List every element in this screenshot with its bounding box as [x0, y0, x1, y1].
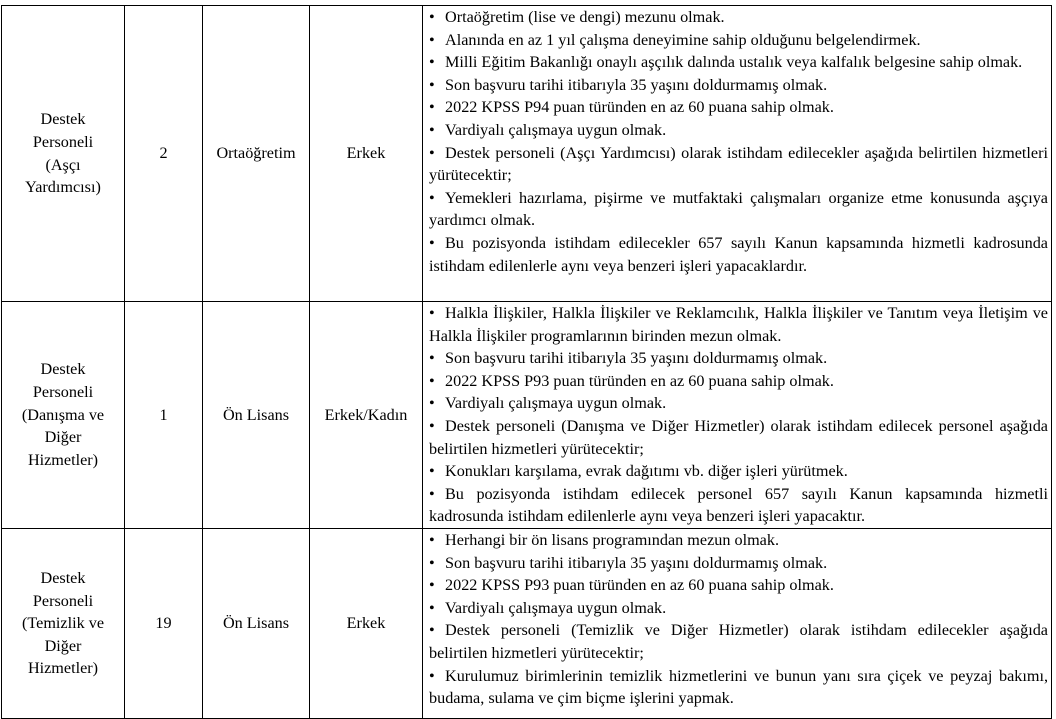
education-cell: Ön Lisans — [203, 302, 310, 529]
requirement-item — [429, 51, 1048, 74]
bullet-icon: • — [429, 371, 435, 390]
requirement-item — [429, 665, 1048, 710]
requirement-item — [429, 415, 1048, 460]
requirement-item — [429, 232, 1048, 277]
requirement-text: Halkla İlişkiler, Halkla İlişkiler ve Reklamcılık, Halkla İlişkiler ve Tanıtım veya İletişim ve Halkla İlişkiler programlarının birinden mezun olmak. — [429, 304, 1048, 345]
table-row — [2, 302, 1052, 529]
bullet-icon: • — [429, 304, 435, 322]
requirement-text: Bu pozisyonda istihdam edilecekler 657 sayılı Kanun kapsamında hizmetli kadrosunda istihdam edilenlerle aynı veya benzeri işleri yapacaklardır. — [429, 233, 1048, 275]
bullet-icon: • — [429, 666, 435, 685]
requirement-text: Konukları karşılama, evrak dağıtımı vb. diğer işleri yürütmek. — [445, 462, 848, 481]
requirement-item — [429, 29, 1048, 52]
position-line: Personeli — [32, 383, 94, 402]
position-line: Hizmetler) — [27, 659, 99, 678]
bullet-icon: • — [429, 120, 435, 139]
requirement-text: Ortaöğretim (lise ve dengi) mezunu olmak. — [445, 8, 725, 26]
position-cell — [2, 528, 125, 718]
bullet-icon: • — [429, 530, 435, 549]
requirement-item — [429, 187, 1048, 232]
bullet-icon: • — [429, 394, 435, 413]
requirement-text: Yemekleri hazırlama, pişirme ve mutfaktaki çalışmaları organize etme konusunda aşçıya yardımcı olmak. — [429, 188, 1048, 230]
requirement-text: 2022 KPSS P93 puan türünden en az 60 puana sahip olmak. — [445, 576, 834, 595]
requirement-item — [429, 74, 1048, 97]
education-cell: Ön Lisans — [203, 528, 310, 718]
requirement-text: Vardiyalı çalışmaya uygun olmak. — [445, 394, 667, 413]
gender-cell: Erkek — [310, 528, 423, 718]
requirement-item — [429, 302, 1048, 347]
requirements-cell — [423, 302, 1052, 529]
requirement-item — [429, 483, 1048, 528]
bullet-icon: • — [429, 188, 435, 207]
bullet-icon: • — [429, 576, 435, 595]
table-row — [2, 6, 1052, 302]
position-line: Diğer — [44, 636, 82, 655]
requirement-item — [429, 597, 1048, 620]
requirement-text: Bu pozisyonda istihdam edilecek personel 657 sayılı Kanun kapsamında hizmetli kadrosunda istihdam edilenlerle aynı veya benzeri işleri yapacaktır. — [429, 484, 1048, 526]
bullet-icon: • — [429, 98, 435, 117]
requirement-item — [429, 552, 1048, 575]
bullet-icon: • — [429, 553, 435, 572]
requirement-item — [429, 619, 1048, 664]
bullet-icon: • — [429, 416, 435, 435]
position-line: Yardımcısı) — [25, 178, 101, 197]
requirement-text: Alanında en az 1 yıl çalışma deneyimine sahip olduğunu belgelendirmek. — [445, 30, 921, 49]
requirement-item — [429, 370, 1048, 393]
position-line: Destek — [40, 360, 86, 379]
requirements-cell — [423, 6, 1052, 302]
bullet-icon: • — [429, 621, 435, 640]
count-cell: 2 — [125, 6, 203, 302]
count-cell: 1 — [125, 302, 203, 529]
bullet-icon: • — [429, 462, 435, 481]
requirement-text: Son başvuru tarihi itibarıyla 35 yaşını doldurmamış olmak. — [445, 349, 828, 368]
position-cell — [2, 302, 125, 529]
table-body — [2, 6, 1052, 719]
requirement-item — [429, 6, 1048, 29]
bullet-icon: • — [429, 484, 435, 503]
education-cell: Ortaöğretim — [203, 6, 310, 302]
requirement-text: Son başvuru tarihi itibarıyla 35 yaşını doldurmamış olmak. — [445, 75, 828, 94]
requirement-text: Kurulumuz birimlerinin temizlik hizmetlerini ve bunun yanı sıra çiçek ve peyzaj bakımı, budama, sulama ve çim biçme işlerini yapmak. — [429, 666, 1048, 708]
requirement-item — [429, 460, 1048, 483]
requirements-cell — [423, 528, 1052, 718]
requirement-text: Destek personeli (Aşçı Yardımcısı) olarak istihdam edilecekler aşağıda belirtilen hizmetleri yürütecektir; — [429, 143, 1048, 185]
requirement-text: Destek personeli (Danışma ve Diğer Hizmetler) olarak istihdam edilecek personel aşağıda belirtilen hizmetleri yürütecektir; — [429, 416, 1048, 458]
requirement-text: 2022 KPSS P93 puan türünden en az 60 puana sahip olmak. — [445, 371, 834, 390]
position-line: Diğer — [44, 428, 82, 447]
requirement-item — [429, 574, 1048, 597]
requirement-item — [429, 347, 1048, 370]
bullet-icon: • — [429, 349, 435, 368]
requirements-table — [1, 5, 1052, 719]
table-row — [2, 528, 1052, 718]
bullet-icon: • — [429, 8, 435, 26]
requirement-text: Milli Eğitim Bakanlığı onaylı aşçılık dalında ustalık veya kalfalık belgesine sahip olmak. — [445, 53, 1023, 72]
bullet-icon: • — [429, 233, 435, 252]
bullet-icon: • — [429, 143, 435, 162]
bullet-icon: • — [429, 598, 435, 617]
position-line: Personeli — [32, 591, 94, 610]
requirement-text: Herhangi bir ön lisans programından mezun olmak. — [445, 530, 780, 549]
requirement-item — [429, 142, 1048, 187]
position-line: Personeli — [32, 132, 94, 151]
requirement-text: Vardiyalı çalışmaya uygun olmak. — [445, 120, 667, 139]
position-line: (Temizlik ve — [21, 614, 105, 633]
requirement-item — [429, 529, 1048, 552]
requirement-text: Destek personeli (Temizlik ve Diğer Hizmetler) olarak istihdam edilecekler aşağıda belirtilen hizmetleri yürütecektir; — [429, 621, 1048, 662]
requirement-text: Son başvuru tarihi itibarıyla 35 yaşını doldurmamış olmak. — [445, 553, 828, 572]
gender-cell: Erkek/Kadın — [310, 302, 423, 529]
requirement-item — [429, 392, 1048, 415]
bullet-icon: • — [429, 30, 435, 49]
requirement-item — [429, 96, 1048, 119]
requirement-item — [429, 119, 1048, 142]
position-line: Hizmetler) — [27, 450, 99, 469]
position-cell — [2, 6, 125, 302]
requirement-text: Vardiyalı çalışmaya uygun olmak. — [445, 598, 667, 617]
bullet-icon: • — [429, 75, 435, 94]
position-line: Destek — [40, 568, 86, 587]
position-line: (Aşçı — [45, 155, 81, 174]
count-cell: 19 — [125, 528, 203, 718]
requirement-text: 2022 KPSS P94 puan türünden en az 60 puana sahip olmak. — [445, 98, 834, 117]
bullet-icon: • — [429, 53, 435, 72]
position-line: (Danışma ve — [21, 405, 105, 424]
gender-cell: Erkek — [310, 6, 423, 302]
position-line: Destek — [40, 110, 86, 129]
